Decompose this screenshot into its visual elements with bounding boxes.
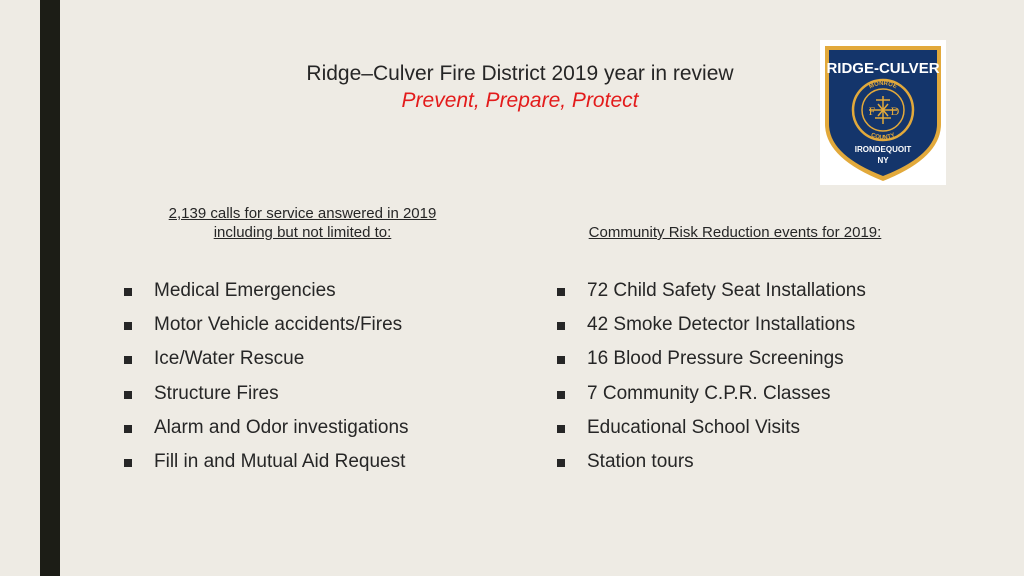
list-item [557, 383, 866, 417]
left-accent-bar [40, 0, 60, 576]
bullet-square-icon [124, 425, 132, 433]
list-item [124, 314, 409, 348]
logo-letter-right: D [890, 104, 900, 118]
calls-list [124, 280, 409, 485]
logo-ring-bottom-text: COUNTY [869, 132, 897, 142]
bullet-square-icon [557, 356, 565, 364]
list-item [124, 417, 409, 451]
list-item-text: 7 Community C.P.R. Classes [587, 382, 831, 404]
logo-letter-left: F [868, 104, 876, 118]
list-item [124, 348, 409, 382]
list-item [557, 417, 866, 451]
bullet-square-icon [124, 322, 132, 330]
bullet-square-icon [557, 391, 565, 399]
bullet-square-icon [124, 288, 132, 296]
bullet-square-icon [124, 391, 132, 399]
risk-reduction-list [557, 280, 866, 485]
list-item-text: Station tours [587, 450, 694, 472]
bullet-square-icon [124, 356, 132, 364]
list-item-text: Motor Vehicle accidents/Fires [154, 314, 403, 336]
list-item-text: 16 Blood Pressure Screenings [587, 348, 844, 370]
list-item-text: 72 Child Safety Seat Installations [587, 280, 866, 301]
list-item [557, 280, 866, 314]
list-item-text: Structure Fires [154, 382, 279, 404]
fire-district-badge-icon [820, 40, 946, 185]
list-item-text: Educational School Visits [587, 416, 800, 438]
list-item [557, 314, 866, 348]
title-block [180, 60, 860, 114]
logo-ring-top-text: MONROE [868, 80, 898, 91]
logo-bottom-text-2: NY [877, 156, 889, 165]
slide-subtitle: Prevent, Prepare, Protect [401, 89, 639, 112]
bullet-square-icon [557, 288, 565, 296]
bullet-square-icon [124, 459, 132, 467]
list-item-text: Medical Emergencies [154, 280, 336, 301]
list-item-text: Alarm and Odor investigations [154, 416, 409, 438]
logo-bottom-text-1: IRONDEQUOIT [854, 145, 912, 154]
bullet-square-icon [557, 425, 565, 433]
fire-district-logo [820, 40, 946, 185]
list-item [124, 451, 409, 485]
left-column-heading [110, 204, 495, 242]
list-item-text: Ice/Water Rescue [154, 348, 305, 370]
list-item [124, 280, 409, 314]
right-column-heading: Community Risk Reduction events for 2019: [588, 224, 882, 241]
bullet-square-icon [557, 459, 565, 467]
slide-title: Ridge–Culver Fire District 2019 year in review [306, 62, 734, 85]
list-item [557, 348, 866, 382]
left-heading-line-2: including but not limited to: [213, 224, 392, 241]
logo-top-text: RIDGE-CULVER [826, 60, 940, 77]
list-item [557, 451, 866, 485]
list-item-text: 42 Smoke Detector Installations [587, 314, 856, 336]
list-item-text: Fill in and Mutual Aid Request [154, 450, 406, 472]
bullet-square-icon [557, 322, 565, 330]
left-heading-line-1: 2,139 calls for service answered in 2019 [168, 205, 437, 222]
list-item [124, 383, 409, 417]
